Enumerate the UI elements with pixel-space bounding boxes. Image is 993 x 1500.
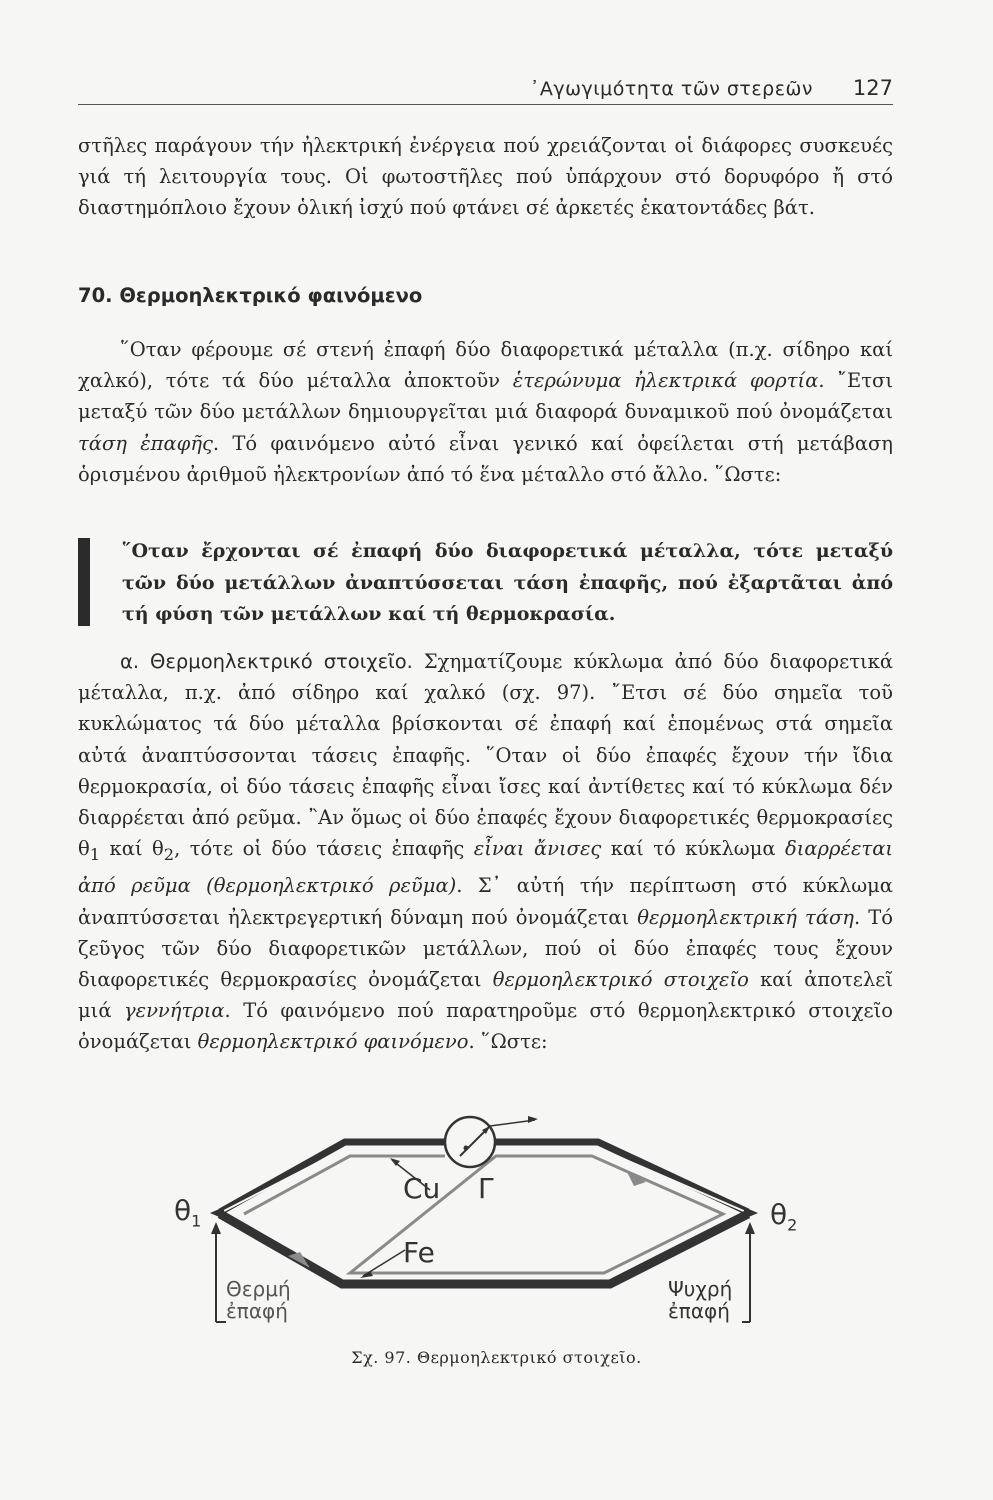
label-cold-line1: Ψυχρή [668,1277,733,1301]
sub-heading-thermocouple: α. Θερμοηλεκτρικό στοιχεῖο. [120,650,413,673]
highlighted-rule [78,536,893,632]
text-run: καί ἀποτελεῖ μιά [78,967,893,1023]
text-run: . Σ᾿ αὐτή τήν περίπτωση στό κύκλωμα ἀναπτύσσεται ἠλεκτρεγερτική δύναμη πού ὀνομάζεται [78,874,893,929]
rule-marker-bar [78,538,90,626]
paragraph-contact-voltage [78,334,893,490]
label-cu: Cu [403,1172,441,1205]
running-title: ᾿Αγωγιμότητα τῶν στερεῶν [529,78,813,100]
label-cold-junction [668,1278,732,1322]
text-run: Σχηματίζουμε κύκλωμα ἀπό δύο διαφορετικά μέταλλα, π.χ. ἀπό σίδηρο καί χαλκό (σχ. 97). ῎Ετσι σέ δύο σημεῖα τοῦ κυκλώματος τά δύο μέταλλα βρίσκονται σέ ἐπαφή καί ἑπομένως στά σημεῖα αὐτά ἀναπτύσσονται τάσεις ἐπαφῆς. ῞Οταν οἱ δύο ἐπαφές ἔχουν τήν ἴδια θερμοκρασία, οἱ δύο τάσεις ἐπαφῆς εἶναι ἴσες καί ἀντίθετες καί τό κύκλωμα δέν διαρρέεται ἀπό ρεῦμα. ῍Αν ὅμως οἱ δύο ἐπαφές ἔχουν διαφορετικές θερμοκρασίες θ [78,650,893,861]
label-theta1-symbol: θ [174,1194,192,1227]
label-theta2 [770,1198,797,1235]
term-current: διαρρέεται ἀπό ρεῦμα (θερμοηλεκτρικό ρεῦμα) [78,837,894,898]
label-gamma: Γ [478,1172,494,1205]
subscript: 1 [89,845,101,865]
text-run: . ῞Ωστε: [468,1030,548,1054]
term-thermo-phenomenon: θερμοηλεκτρικό φαινόμενο [197,1030,469,1054]
term-opposite-charges: ἑτερώνυμα ἠλεκτρικά φορτία [512,369,819,393]
figure-thermocouple [160,1090,820,1350]
subscript: 2 [163,845,175,865]
text-run: . ῎Ετσι μεταξύ τῶν δύο μετάλλων δημιουργεῖται μιά διαφορά δυναμικοῦ πού ὀνομάζεται [78,369,893,424]
running-header [78,74,893,105]
label-theta2-symbol: θ [770,1198,788,1231]
text-run: . Τό φαινόμενο πού παρατηροῦμε στό θερμοηλεκτρικό στοιχεῖο ὀνομάζεται [78,999,893,1054]
paragraph-thermocouple [78,646,893,1058]
term-contact-voltage: τάση ἐπαφῆς [78,431,213,455]
text-run: ῞Οταν φέρουμε σέ στενή ἐπαφή δύο διαφορετικά μέταλλα (π.χ. σίδηρο καί χαλκό), τότε τά δύο μέταλλα ἀποκτοῦν [78,338,893,393]
text-run: , τότε οἱ δύο τάσεις ἐπαφῆς [174,837,474,861]
intro-paragraph: στῆλες παράγουν τήν ἠλεκτρική ἐνέργεια πού χρειάζονται οἱ διάφορες συσκευές γιά τή λειτουργία τους. Οἱ φωτοστῆλες πού ὑπάρχουν στό δορυφόρο ἤ στό διαστημόπλοιο ἔχουν ὁλική ἰσχύ πού φτάνει σέ ἀρκετές ἑκατοντάδες βάτ. [78,134,893,220]
term-thermocouple: θερμοηλεκτρικό στοιχεῖο [492,967,749,991]
term-thermo-voltage: θερμοηλεκτρική τάση [637,905,854,929]
hot-junction [210,1207,224,1219]
figure-caption: Σχ. 97. Θερμοηλεκτρικό στοιχεῖο. [351,1348,642,1367]
text-run: . Τό φαινόμενο αὐτό εἶναι γενικό καί ὀφείλεται στή μετάβαση ὁρισμένου ἀριθμοῦ ἠλεκτρονίων ἀπό τό ἕνα μέταλλο στό ἄλλο. ῞Ωστε: [78,431,893,486]
label-hot-line2: ἐπαφή [226,1299,288,1323]
label-hot-line1: Θερμή [226,1277,291,1301]
term-unequal: εἶναι ἄνισες [473,837,602,861]
label-fe: Fe [403,1236,435,1269]
galvanometer-icon [445,1117,495,1167]
label-cold-line2: ἐπαφή [668,1299,730,1323]
page-number: 127 [852,76,893,100]
cold-junction [744,1207,758,1219]
rule-text: ῞Οταν ἔρχονται σέ ἐπαφή δύο διαφορετικά μέταλλα, τότε μεταξύ τῶν δύο μετάλλων ἀναπτύσσεται τάση ἐπαφῆς, πού ἐξαρτᾶται ἀπό τή φύση τῶν μετάλλων καί τή θερμοκρασία. [122,540,893,625]
text-run: . Τό ζεῦγος τῶν δύο διαφορετικῶν μετάλλων, πού οἱ δύο ἐπαφές τους ἔχουν διαφορετικές θερμοκρασίες ὀνομάζεται [78,905,893,991]
label-hot-junction [226,1278,291,1322]
label-theta2-sub: 2 [787,1215,798,1235]
label-theta1 [174,1194,201,1231]
text-run: καί τό κύκλωμα [601,837,785,861]
section-heading: 70. Θερμοηλεκτρικό φαινόμενο [78,284,423,307]
label-theta1-sub: 1 [191,1211,202,1231]
text-run: καί θ [100,837,164,861]
term-generator: γεννήτρια [123,999,225,1023]
